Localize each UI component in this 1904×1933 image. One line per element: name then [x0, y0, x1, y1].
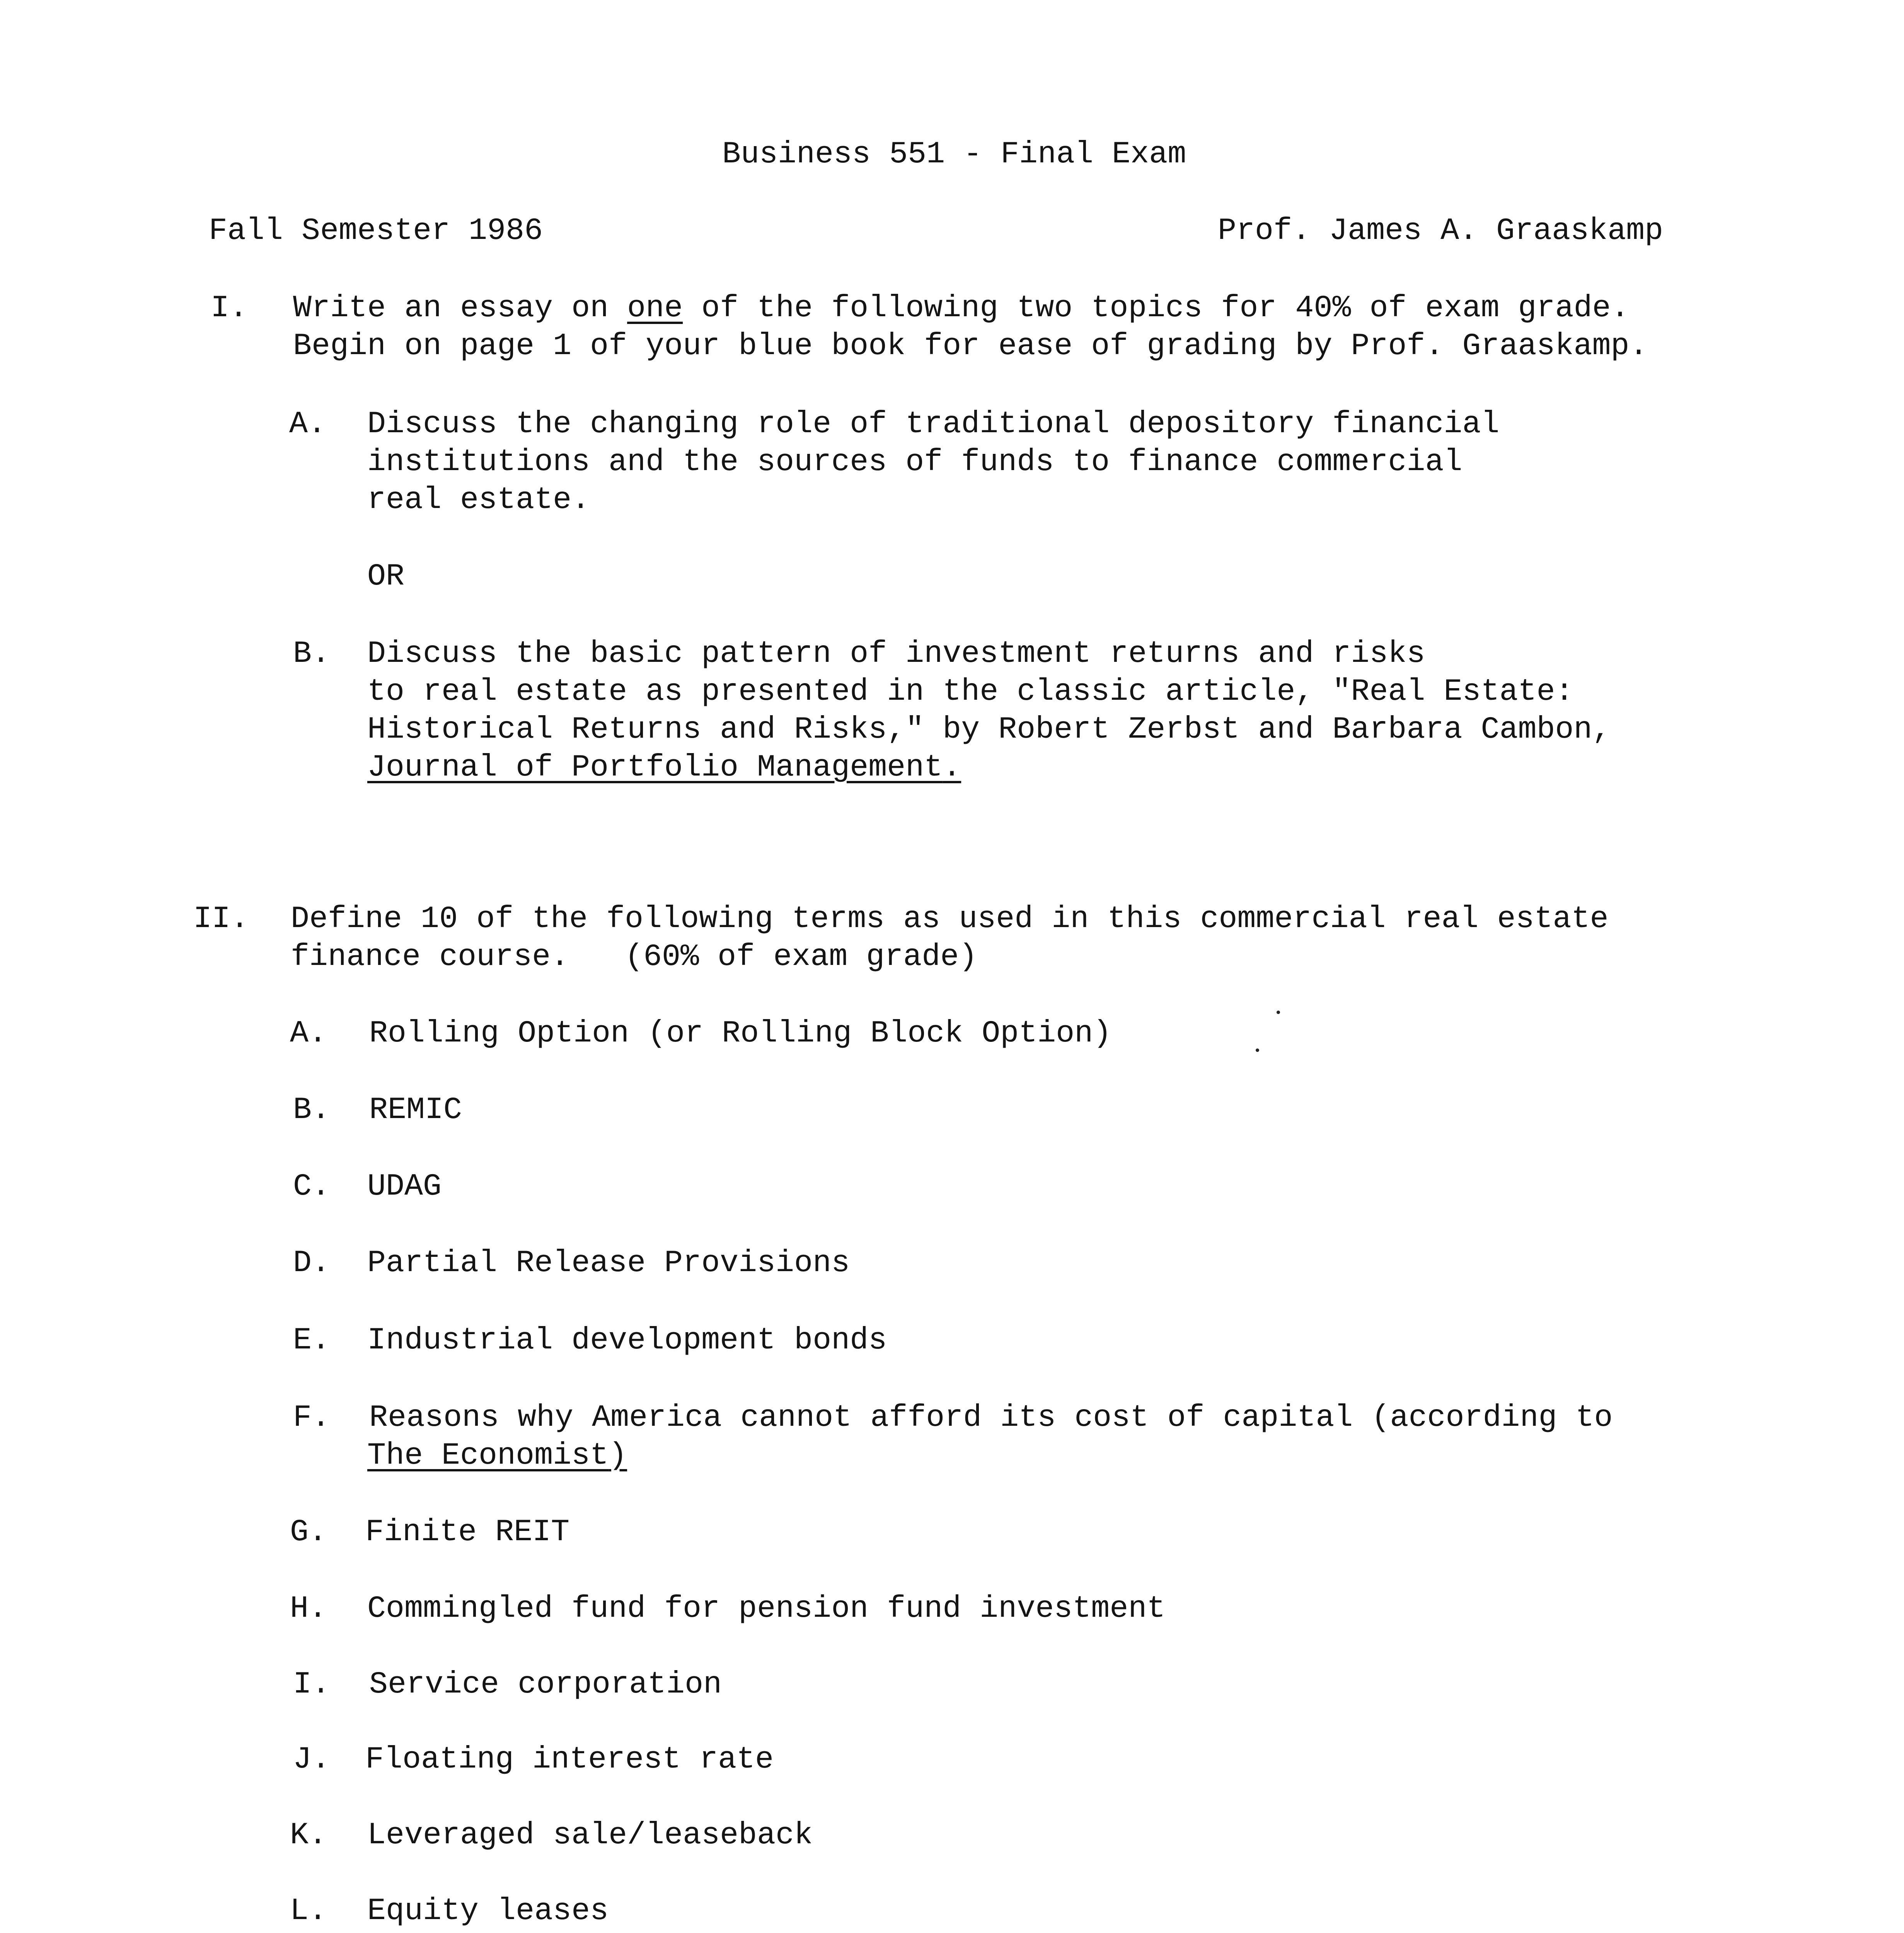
term-text: REMIC	[369, 1093, 462, 1128]
term-letter: D.	[293, 1246, 331, 1281]
or-separator: OR	[367, 559, 405, 594]
professor-name: Prof. James A. Graaskamp	[1218, 213, 1664, 249]
term-text: Reasons why America cannot afford its cost of capital (according to	[369, 1400, 1613, 1435]
term-text: Partial Release Provisions	[367, 1246, 850, 1281]
emphasis-one: one	[627, 291, 683, 326]
term-letter: J.	[293, 1742, 331, 1777]
term-text: Leveraged sale/leaseback	[367, 1818, 813, 1853]
section-2-instruction-line-2: finance course. (60% of exam grade)	[291, 939, 978, 975]
term-letter: G.	[290, 1515, 327, 1550]
term-text-continued	[367, 1440, 627, 1471]
period: .	[943, 750, 961, 785]
term-text: UDAG	[367, 1169, 442, 1204]
term-text: Floating interest rate	[365, 1742, 774, 1777]
stray-mark	[1256, 1048, 1259, 1052]
term-text: Service corporation	[369, 1667, 722, 1702]
topic-a-line-1: Discuss the changing role of traditional depository financial	[367, 407, 1500, 442]
semester-label: Fall Semester 1986	[209, 213, 543, 249]
topic-b-letter: B.	[293, 636, 331, 672]
topic-a-line-2: institutions and the sources of funds to finance commercial	[367, 445, 1463, 480]
topic-b-line-1: Discuss the basic pattern of investment returns and risks	[367, 636, 1425, 672]
term-text: Finite REIT	[365, 1515, 570, 1550]
topic-b-line-3: Historical Returns and Risks," by Robert Zerbst and Barbara Cambon,	[367, 712, 1611, 747]
term-text: Industrial development bonds	[367, 1323, 887, 1358]
term-letter: A.	[290, 1016, 327, 1051]
term-letter: B.	[293, 1093, 331, 1128]
term-letter: L.	[290, 1894, 327, 1929]
instruction-text: Write an essay on	[293, 291, 627, 326]
term-text: Rolling Option (or Rolling Block Option)	[369, 1016, 1112, 1051]
topic-b-line-4	[367, 752, 961, 783]
stray-mark	[1277, 1011, 1280, 1014]
term-letter: K.	[290, 1818, 327, 1853]
exam-title: Business 551 - Final Exam	[722, 137, 1186, 172]
topic-b-line-2: to real estate as presented in the classic article, "Real Estate:	[367, 674, 1574, 709]
term-letter: E.	[293, 1323, 331, 1358]
term-letter: H.	[290, 1591, 327, 1626]
section-1-instruction-line-1	[293, 293, 1630, 324]
section-1-instruction-line-2: Begin on page 1 of your blue book for ease of grading by Prof. Graaskamp.	[293, 329, 1648, 364]
topic-a-line-3: real estate.	[367, 482, 590, 518]
term-text: Equity leases	[367, 1894, 609, 1929]
term-letter: F.	[293, 1400, 331, 1435]
journal-title: Journal of Portfolio Management	[367, 750, 943, 785]
instruction-text: of the following two topics for 40% of exam grade.	[683, 291, 1630, 326]
term-text: Commingled fund for pension fund investment	[367, 1591, 1166, 1626]
term-letter: C.	[293, 1169, 331, 1204]
section-2-instruction-line-1: Define 10 of the following terms as used in this commercial real estate	[291, 902, 1609, 937]
publication-title: The Economist	[367, 1438, 609, 1473]
topic-a-letter: A.	[289, 407, 327, 442]
term-letter: I.	[293, 1667, 331, 1702]
section-1-numeral: I.	[211, 291, 248, 326]
section-2-numeral: II.	[193, 902, 249, 937]
closing-paren: )	[609, 1438, 627, 1473]
